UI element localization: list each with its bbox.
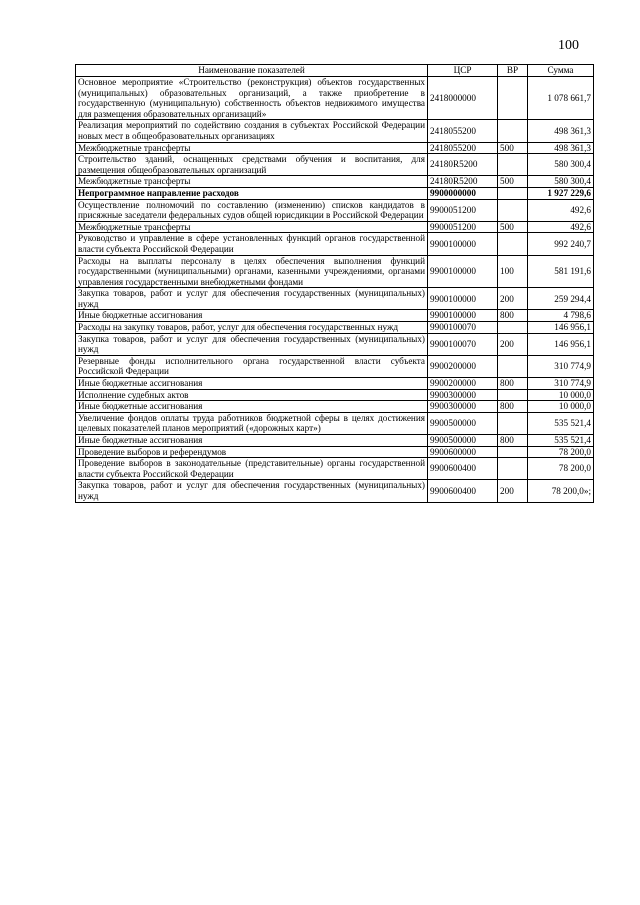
cell-sum: 580 300,4: [528, 176, 594, 188]
cell-name: Проведение выборов и референдумов: [76, 446, 428, 458]
cell-csr: 2418055200: [428, 142, 498, 154]
cell-csr: 9900100000: [428, 288, 498, 310]
cell-name: Резервные фонды исполнительного органа государственной власти субъекта Российской Федерации: [76, 355, 428, 377]
cell-csr: 9900200000: [428, 355, 498, 377]
table-row: [76, 142, 594, 154]
cell-csr: 9900600400: [428, 480, 498, 502]
cell-name: Иные бюджетные ассигнования: [76, 435, 428, 447]
cell-csr: 9900300000: [428, 389, 498, 401]
cell-sum: 535 521,4: [528, 412, 594, 434]
cell-name: Увеличение фондов оплаты труда работников бюджетной сферы в целях достижения целевых показателей планов мероприятий («дорожных карт»): [76, 412, 428, 434]
cell-sum: 78 200,0: [528, 446, 594, 458]
cell-vr: 200: [498, 333, 528, 355]
table-row: [76, 154, 594, 176]
cell-csr: 9900100000: [428, 255, 498, 288]
table-row: [76, 221, 594, 233]
cell-vr: 500: [498, 176, 528, 188]
cell-name: Расходы на закупку товаров, работ, услуг для обеспечения государственных нужд: [76, 322, 428, 334]
cell-csr: 9900100000: [428, 310, 498, 322]
budget-table: [75, 64, 594, 503]
table-row: [76, 322, 594, 334]
cell-name: Реализация мероприятий по содействию создания в субъектах Российской Федерации новых мест в общеобразовательных организациях: [76, 120, 428, 142]
cell-csr: 2418055200: [428, 120, 498, 142]
table-row: [76, 446, 594, 458]
cell-vr: 800: [498, 378, 528, 390]
cell-sum: 1 927 229,6: [528, 187, 594, 199]
cell-sum: 78 200,0»;: [528, 480, 594, 502]
table-row: [76, 187, 594, 199]
table-row: [76, 310, 594, 322]
cell-name: Расходы на выплаты персоналу в целях обеспечения выполнения функций государственными (муниципальными) органами, казенными учреждениями, органами управления государственными внебюджетными фондами: [76, 255, 428, 288]
cell-sum: 1 078 661,7: [528, 77, 594, 120]
cell-sum: 492,6: [528, 199, 594, 221]
cell-name: Иные бюджетные ассигнования: [76, 310, 428, 322]
cell-vr: 500: [498, 142, 528, 154]
cell-vr: [498, 154, 528, 176]
cell-vr: 200: [498, 288, 528, 310]
cell-sum: 581 191,6: [528, 255, 594, 288]
cell-sum: 310 774,9: [528, 355, 594, 377]
cell-name: Исполнение судебных актов: [76, 389, 428, 401]
cell-name: Межбюджетные трансферты: [76, 142, 428, 154]
header-vr: ВР: [498, 65, 528, 77]
table-row: [76, 412, 594, 434]
cell-csr: 9900100070: [428, 333, 498, 355]
cell-vr: [498, 446, 528, 458]
table-row: [76, 288, 594, 310]
cell-sum: 498 361,3: [528, 142, 594, 154]
table-header-row: [76, 65, 594, 77]
cell-csr: 9900300000: [428, 401, 498, 413]
cell-sum: 259 294,4: [528, 288, 594, 310]
cell-csr: 9900600400: [428, 458, 498, 480]
cell-csr: 9900500000: [428, 435, 498, 447]
cell-csr: 2418000000: [428, 77, 498, 120]
table-row: [76, 480, 594, 502]
cell-name: Проведение выборов в законодательные (представительные) органы государственной власти субъекта Российской Федерации: [76, 458, 428, 480]
cell-vr: 800: [498, 435, 528, 447]
cell-sum: 10 000,0: [528, 401, 594, 413]
cell-sum: 492,6: [528, 221, 594, 233]
cell-name: Закупка товаров, работ и услуг для обеспечения государственных (муниципальных) нужд: [76, 333, 428, 355]
cell-name: Иные бюджетные ассигнования: [76, 401, 428, 413]
cell-vr: [498, 389, 528, 401]
cell-csr: 9900200000: [428, 378, 498, 390]
cell-name: Закупка товаров, работ и услуг для обеспечения государственных (муниципальных) нужд: [76, 288, 428, 310]
cell-csr: 24180R5200: [428, 154, 498, 176]
page-number: 100: [558, 38, 579, 53]
cell-vr: [498, 322, 528, 334]
cell-vr: [498, 187, 528, 199]
cell-csr: 9900051200: [428, 199, 498, 221]
cell-name: Осуществление полномочий по составлению (изменению) списков кандидатов в присяжные заседатели федеральных судов общей юрисдикции в Российской Федерации: [76, 199, 428, 221]
cell-name: Основное мероприятие «Строительство (реконструкция) объектов государственных (муниципальных) образовательных организаций, а также приобретение в государственную (муниципальную) собственность объектов недвижимого имущества для размещения образовательных организаций»: [76, 77, 428, 120]
cell-name: Непрограммное направление расходов: [76, 187, 428, 199]
cell-vr: [498, 233, 528, 255]
cell-vr: [498, 120, 528, 142]
cell-csr: 24180R5200: [428, 176, 498, 188]
cell-name: Строительство зданий, оснащенных средствами обучения и воспитания, для размещения общеобразовательных организаций: [76, 154, 428, 176]
cell-csr: 9900100000: [428, 233, 498, 255]
cell-sum: 580 300,4: [528, 154, 594, 176]
cell-sum: 146 956,1: [528, 322, 594, 334]
table-row: [76, 333, 594, 355]
cell-vr: 500: [498, 221, 528, 233]
table-row: [76, 355, 594, 377]
cell-name: Межбюджетные трансферты: [76, 176, 428, 188]
cell-vr: 800: [498, 310, 528, 322]
header-name: Наименование показателей: [76, 65, 428, 77]
cell-vr: [498, 199, 528, 221]
header-csr: ЦСР: [428, 65, 498, 77]
cell-sum: 78 200,0: [528, 458, 594, 480]
table-row: [76, 233, 594, 255]
cell-vr: [498, 355, 528, 377]
cell-vr: 200: [498, 480, 528, 502]
table-row: [76, 120, 594, 142]
cell-sum: 4 798,6: [528, 310, 594, 322]
cell-sum: 992 240,7: [528, 233, 594, 255]
table-body: [76, 77, 594, 503]
cell-name: Межбюджетные трансферты: [76, 221, 428, 233]
table-row: [76, 378, 594, 390]
header-sum: Сумма: [528, 65, 594, 77]
cell-csr: 9900000000: [428, 187, 498, 199]
table-row: [76, 389, 594, 401]
cell-vr: [498, 412, 528, 434]
cell-csr: 9900051200: [428, 221, 498, 233]
cell-sum: 498 361,3: [528, 120, 594, 142]
table-row: [76, 458, 594, 480]
cell-csr: 9900600000: [428, 446, 498, 458]
table-row: [76, 435, 594, 447]
table-row: [76, 401, 594, 413]
cell-vr: [498, 77, 528, 120]
table-row: [76, 255, 594, 288]
cell-name: Иные бюджетные ассигнования: [76, 378, 428, 390]
cell-sum: 146 956,1: [528, 333, 594, 355]
cell-sum: 10 000,0: [528, 389, 594, 401]
cell-vr: 800: [498, 401, 528, 413]
cell-csr: 9900100070: [428, 322, 498, 334]
cell-name: Закупка товаров, работ и услуг для обеспечения государственных (муниципальных) нужд: [76, 480, 428, 502]
cell-vr: [498, 458, 528, 480]
cell-vr: 100: [498, 255, 528, 288]
cell-name: Руководство и управление в сфере установленных функций органов государственной власти субъекта Российской Федерации: [76, 233, 428, 255]
table-row: [76, 199, 594, 221]
cell-csr: 9900500000: [428, 412, 498, 434]
table-row: [76, 77, 594, 120]
cell-sum: 535 521,4: [528, 435, 594, 447]
table-row: [76, 176, 594, 188]
cell-sum: 310 774,9: [528, 378, 594, 390]
